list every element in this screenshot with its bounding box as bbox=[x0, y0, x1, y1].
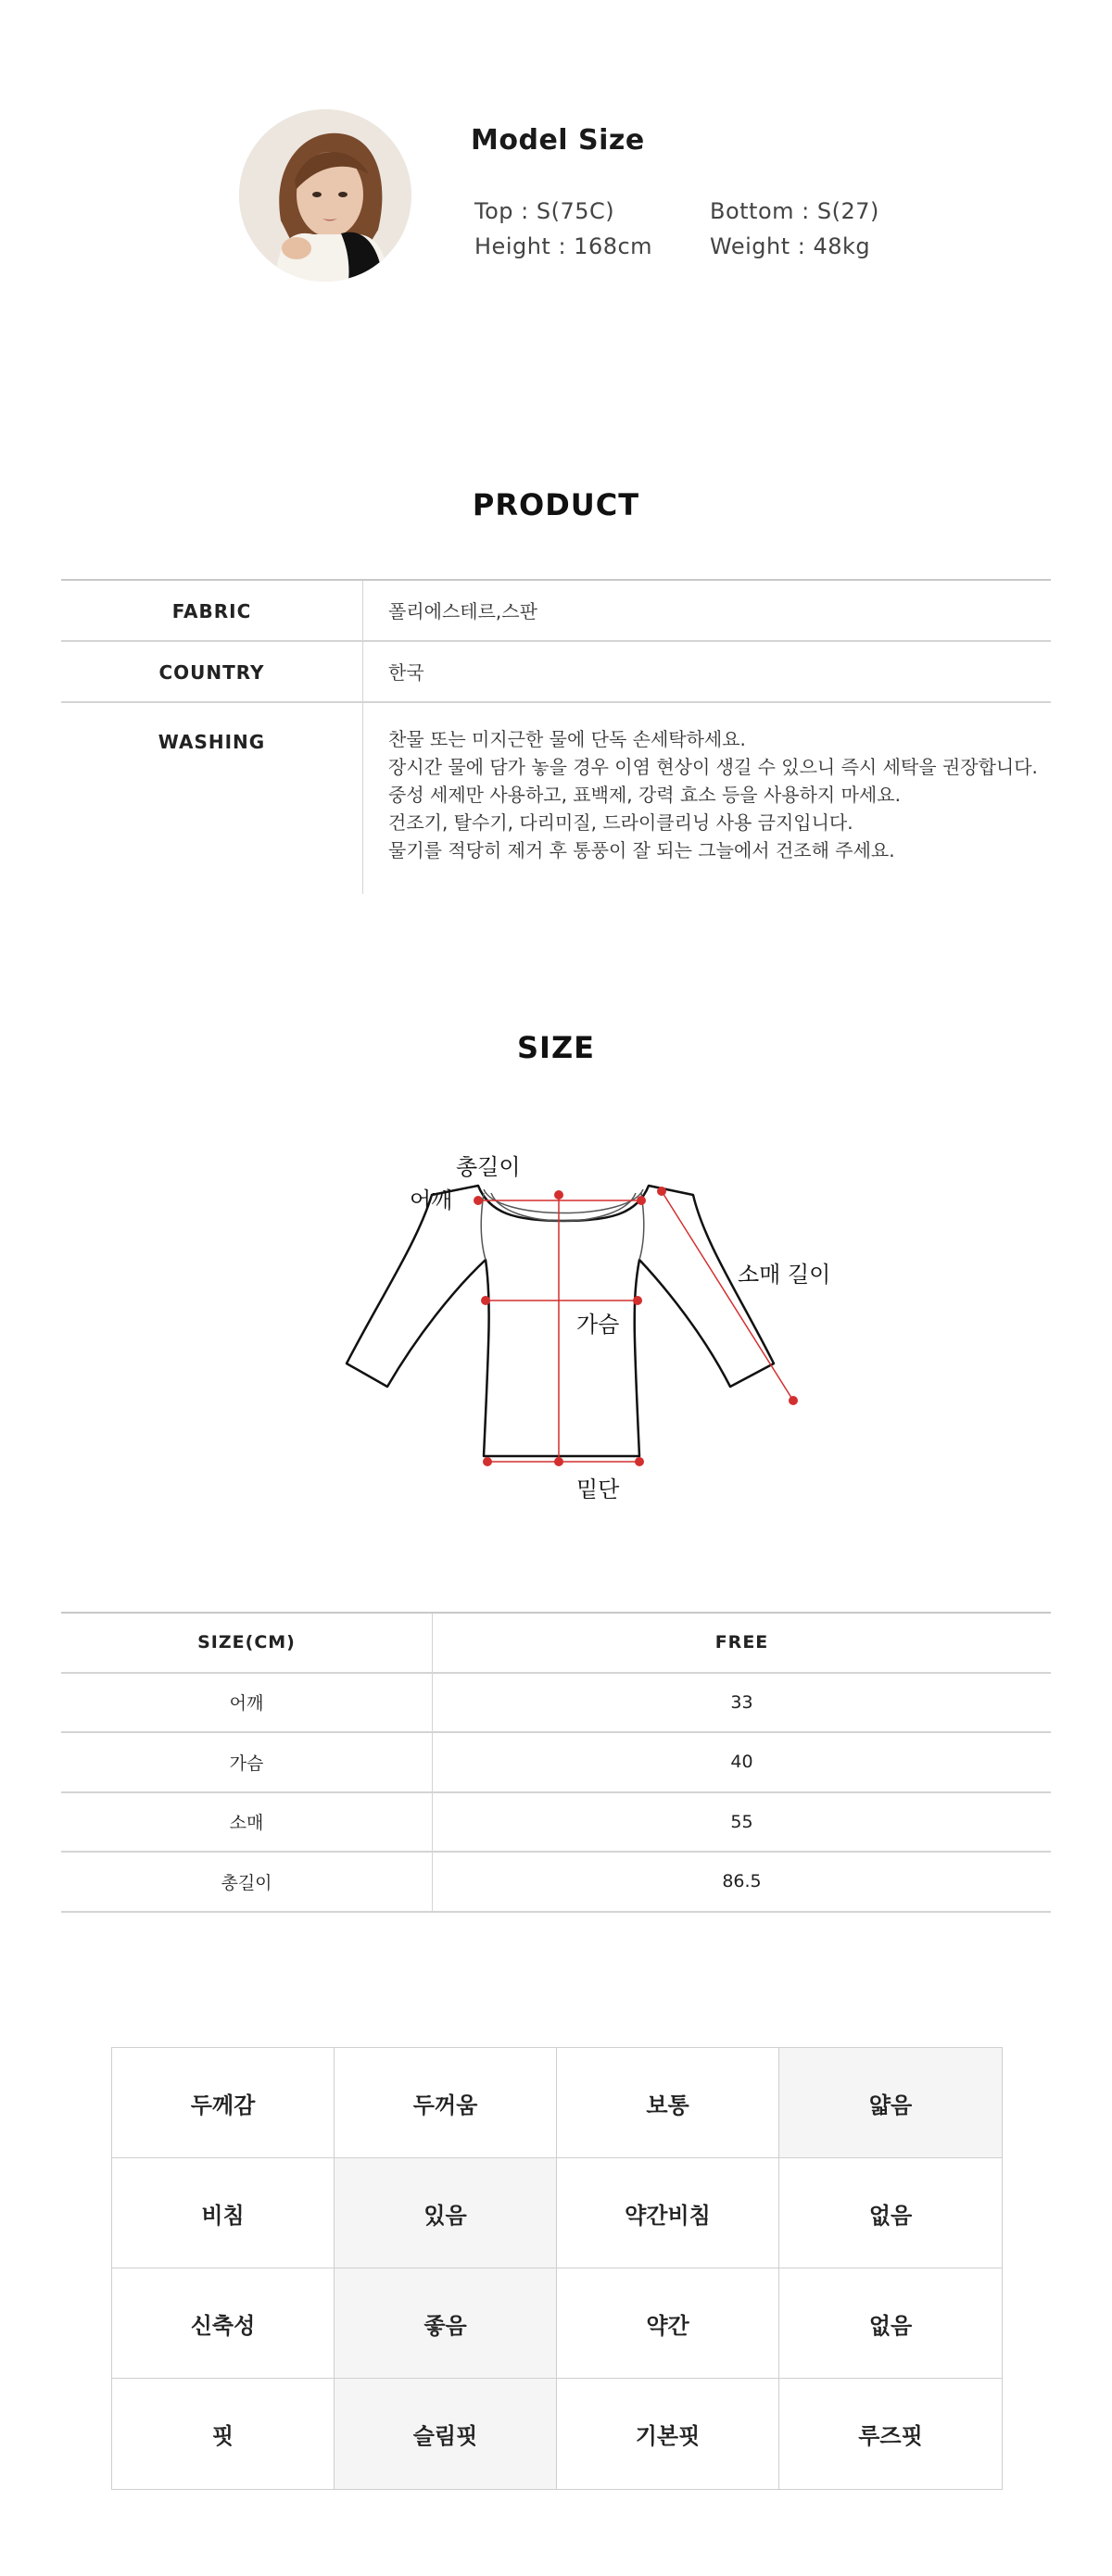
fabric-label: FABRIC bbox=[61, 581, 363, 640]
attr-label-sheerness: 비침 bbox=[112, 2158, 335, 2268]
attr-option: 두꺼움 bbox=[335, 2048, 557, 2158]
size-section-title: SIZE bbox=[516, 1030, 595, 1065]
model-avatar bbox=[239, 109, 411, 282]
attr-option: 보통 bbox=[557, 2048, 779, 2158]
size-header-label: SIZE(CM) bbox=[61, 1614, 433, 1672]
attr-option: 약간 bbox=[557, 2268, 779, 2379]
washing-line: 중성 세제만 사용하고, 표백제, 강력 효소 등을 사용하지 마세요. bbox=[388, 784, 901, 806]
table-row bbox=[61, 1733, 1051, 1793]
table-row bbox=[61, 1674, 1051, 1734]
size-row-value: 86.5 bbox=[722, 1871, 762, 1892]
size-row-label: 가슴 bbox=[61, 1733, 433, 1791]
model-size-title: Model Size bbox=[471, 124, 645, 157]
size-row-label: 어깨 bbox=[61, 1674, 433, 1732]
label-sleeve-length: 소매 길이 bbox=[738, 1262, 831, 1288]
attr-option-selected: 좋음 bbox=[335, 2268, 557, 2379]
attr-option: 없음 bbox=[779, 2158, 1002, 2268]
attr-option: 루즈핏 bbox=[858, 2423, 923, 2449]
washing-line: 건조기, 탈수기, 다리미질, 드라이클리닝 사용 금지입니다. bbox=[388, 811, 853, 834]
size-table-header bbox=[61, 1614, 1051, 1674]
model-photo-illustration bbox=[239, 109, 411, 282]
attr-label-fit: 핏 bbox=[112, 2379, 335, 2489]
garment-illustration bbox=[334, 1141, 853, 1512]
size-header-free: FREE bbox=[714, 1632, 769, 1653]
size-row-value: 33 bbox=[730, 1691, 753, 1713]
product-info-table bbox=[61, 579, 1051, 894]
size-row-label: 총길이 bbox=[61, 1853, 433, 1911]
model-height: Height : 168cm bbox=[474, 233, 653, 259]
fabric-attribute-grid bbox=[111, 2047, 1003, 2490]
table-row bbox=[61, 1853, 1051, 1913]
attr-option: 약간비침 bbox=[557, 2158, 779, 2268]
model-weight: Weight : 48kg bbox=[710, 233, 871, 259]
attr-option-selected: 있음 bbox=[335, 2158, 557, 2268]
model-top-size: Top : S(75C) bbox=[474, 198, 615, 224]
size-table bbox=[61, 1612, 1051, 1913]
label-shoulder: 어깨 bbox=[410, 1187, 453, 1213]
attr-label-stretch: 신축성 bbox=[112, 2268, 335, 2379]
size-row-value: 55 bbox=[730, 1811, 753, 1832]
attr-label-thickness: 두께감 bbox=[112, 2048, 335, 2158]
attr-option: 기본핏 bbox=[557, 2379, 779, 2489]
attr-option: 없음 bbox=[779, 2268, 1002, 2379]
table-row bbox=[61, 1793, 1051, 1853]
label-hem: 밑단 bbox=[576, 1476, 620, 1502]
product-section-title: PRODUCT bbox=[472, 487, 640, 522]
attr-option-selected: 슬림핏 bbox=[335, 2379, 557, 2489]
washing-label: WASHING bbox=[61, 703, 363, 894]
table-row bbox=[61, 703, 1051, 894]
table-row bbox=[61, 581, 1051, 642]
country-label: COUNTRY bbox=[61, 642, 363, 701]
size-row-label: 소매 bbox=[61, 1793, 433, 1852]
attr-option-selected: 얇음 bbox=[779, 2048, 1002, 2158]
washing-instructions bbox=[363, 703, 1051, 894]
label-chest: 가슴 bbox=[576, 1312, 620, 1338]
washing-line: 장시간 물에 담가 놓을 경우 이염 현상이 생길 수 있으니 즉시 세탁을 권장합니다. bbox=[388, 756, 1038, 778]
table-row bbox=[61, 642, 1051, 703]
fabric-value: 폴리에스테르,스판 bbox=[388, 600, 537, 622]
size-row-value: 40 bbox=[730, 1752, 753, 1773]
washing-line: 찬물 또는 미지근한 물에 단독 손세탁하세요. bbox=[388, 728, 746, 750]
size-measurement-diagram bbox=[334, 1141, 853, 1512]
country-value: 한국 bbox=[388, 661, 424, 684]
model-size-section bbox=[239, 109, 888, 285]
model-bottom-size: Bottom : S(27) bbox=[710, 198, 879, 224]
washing-line: 물기를 적당히 제거 후 통풍이 잘 되는 그늘에서 건조해 주세요. bbox=[388, 839, 895, 861]
label-total-length: 총길이 bbox=[456, 1154, 521, 1180]
